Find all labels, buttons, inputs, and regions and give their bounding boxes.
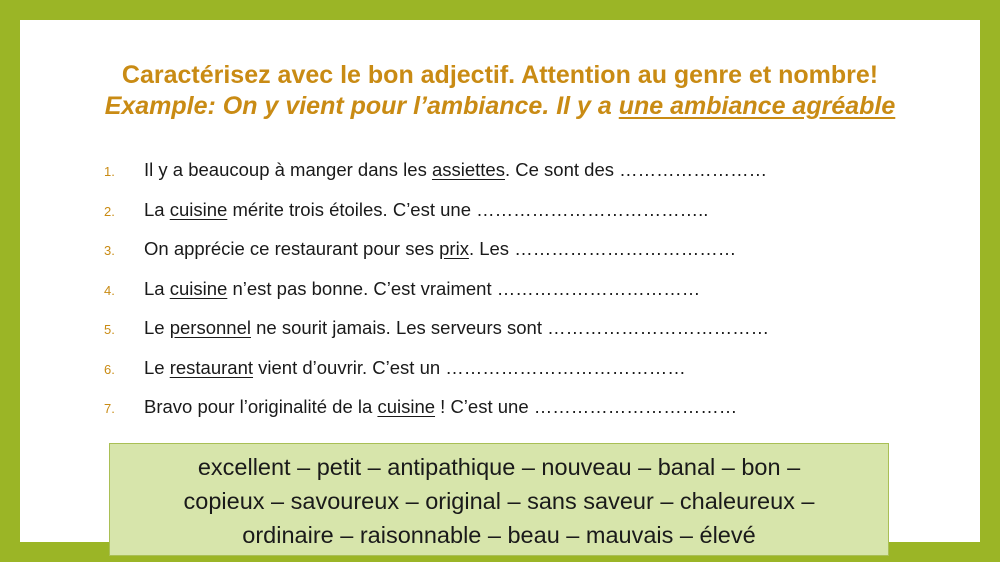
- item-text-after: . Les ………………………………: [468, 238, 737, 259]
- item-text: [144, 356, 686, 380]
- item-text: [144, 237, 736, 261]
- item-text-after: . Ce sont des ……………………: [504, 159, 768, 180]
- item-text-before: La: [144, 277, 170, 299]
- list-item: [104, 277, 904, 317]
- item-text: [144, 277, 700, 301]
- item-noun: cuisine: [169, 277, 228, 299]
- item-number: 2.: [104, 203, 115, 219]
- item-text-before: Le: [144, 356, 170, 378]
- item-text-before: Le: [144, 317, 170, 338]
- item-noun: cuisine: [377, 396, 436, 417]
- list-item: [104, 237, 904, 277]
- example-answer: une ambiance agréable: [618, 92, 896, 120]
- item-text-after: ne sourit jamais. Les serveurs sont ………………………………: [250, 317, 770, 338]
- item-text-after: ! C’est une ……………………………: [435, 396, 738, 417]
- item-number: 5.: [104, 322, 115, 337]
- item-noun: assiettes: [431, 159, 505, 180]
- example-line: [20, 91, 980, 122]
- list-item: [104, 158, 904, 198]
- item-text-before: Bravo pour l’originalité de la: [144, 396, 378, 417]
- item-text-before: On apprécie ce restaurant pour ses: [144, 238, 440, 259]
- word-bank-line: copieux – savoureux – original – sans saveur – chaleureux –: [183, 488, 815, 514]
- item-text: [144, 395, 737, 419]
- item-number: 7.: [104, 401, 115, 416]
- item-noun: personnel: [169, 317, 251, 338]
- item-noun: prix: [439, 238, 469, 259]
- list-item: [104, 198, 904, 238]
- item-noun: cuisine: [169, 198, 228, 220]
- item-text-before: Il y a beaucoup à manger dans les: [144, 159, 432, 180]
- item-number: 3.: [104, 243, 115, 258]
- item-text-after: mérite trois étoiles. C’est une ………………………………..: [227, 198, 709, 220]
- list-item: [104, 395, 904, 435]
- item-number: 1.: [104, 164, 115, 179]
- item-text-after: vient d’ouvrir. C’est un …………………………………: [253, 356, 686, 378]
- item-text-after: n’est pas bonne. C’est vraiment ……………………………: [227, 277, 701, 299]
- list-item: [104, 356, 904, 396]
- item-text: [144, 198, 708, 222]
- word-bank-line: ordinaire – raisonnable – beau – mauvais – élevé: [242, 522, 756, 548]
- example-prefix: Example: On y vient pour l’ambiance. Il y a: [104, 92, 619, 120]
- item-text: [144, 316, 769, 340]
- word-bank: [109, 443, 889, 556]
- item-text: [144, 158, 767, 182]
- item-noun: restaurant: [169, 356, 254, 378]
- word-bank-line: excellent – petit – antipathique – nouveau – banal – bon –: [197, 454, 801, 480]
- item-number: 4.: [104, 282, 115, 298]
- exercise-list: [104, 158, 904, 435]
- page-title: Caractérisez avec le bon adjectif. Attention au genre et nombre!: [121, 61, 879, 89]
- item-text-before: La: [144, 198, 170, 220]
- list-item: [104, 316, 904, 356]
- item-number: 6.: [104, 361, 115, 377]
